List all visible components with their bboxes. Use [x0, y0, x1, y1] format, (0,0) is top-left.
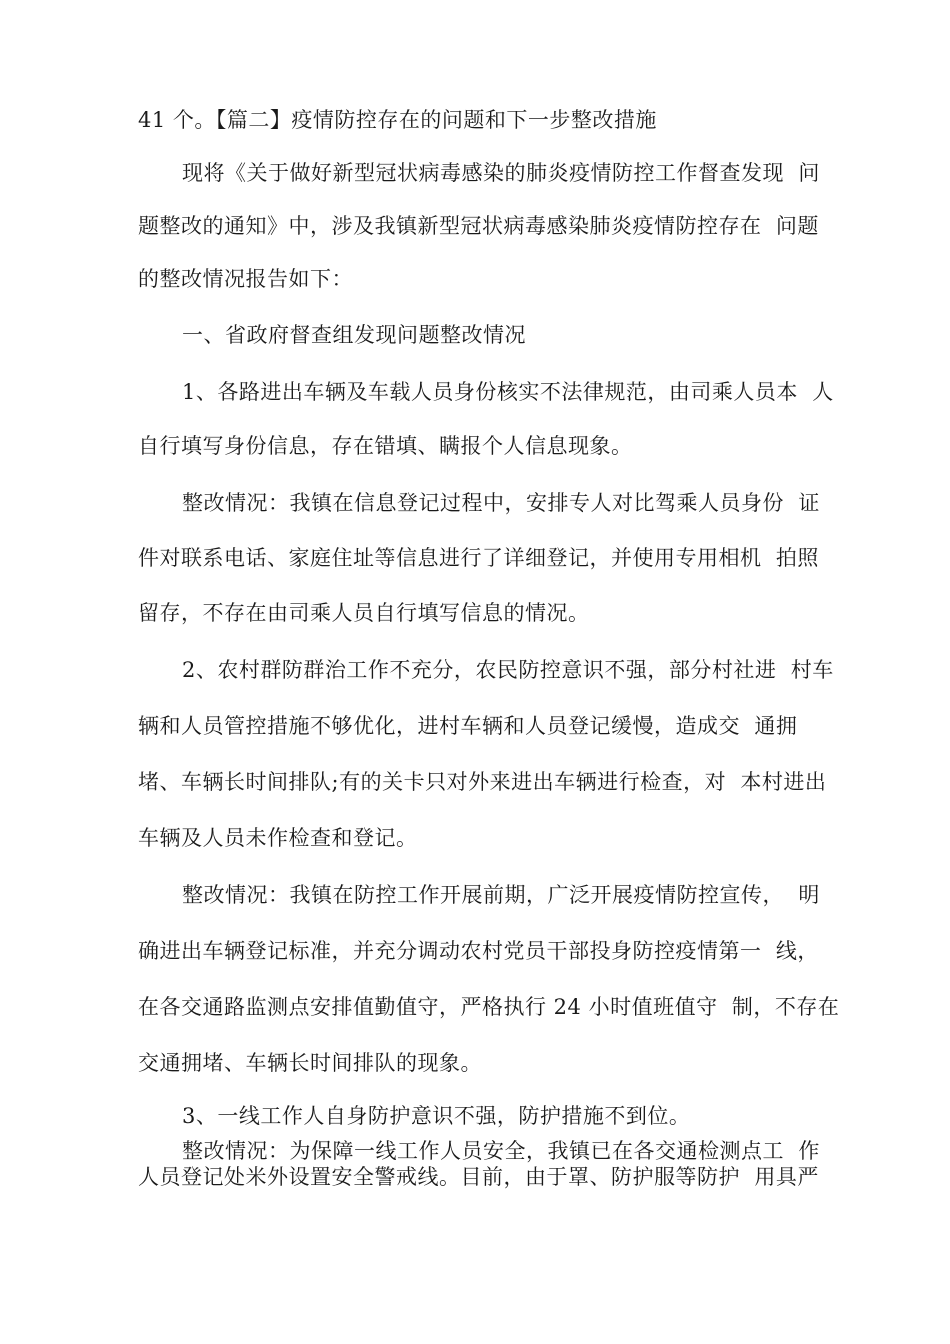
text-line: 3、一线工作人自身防护意识不强，防护措施不到位。	[182, 1104, 691, 1128]
text-line: 件对联系电话、家庭住址等信息进行了详细登记，并使用专用相机 拍照	[138, 546, 819, 570]
text-line: 题整改的通知》中，涉及我镇新型冠状病毒感染肺炎疫情防控存在 问题	[138, 214, 819, 238]
text-line: 整改情况：我镇在防控工作开展前期，广泛开展疫情防控宣传， 明	[182, 883, 820, 907]
text-line: 整改情况：为保障一线工作人员安全，我镇已在各交通检测点工 作	[182, 1139, 820, 1163]
text-line: 辆和人员管控措施不够优化，进村车辆和人员登记缓慢，造成交 通拥	[138, 714, 798, 738]
text-line: 堵、车辆长时间排队;有的关卡只对外来进出车辆进行检查，对 本村进出	[138, 770, 827, 794]
text-line: 整改情况：我镇在信息登记过程中，安排专人对比驾乘人员身份 证	[182, 491, 820, 515]
text-line: 的整改情况报告如下：	[138, 267, 353, 291]
text-line: 交通拥堵、车辆长时间排队的现象。	[138, 1051, 482, 1075]
text-line: 确进出车辆登记标准，并充分调动农村党员干部投身防控疫情第一 线，	[138, 939, 819, 963]
text-line: 留存，不存在由司乘人员自行填写信息的情况。	[138, 601, 590, 625]
section-heading: 一、省政府督查组发现问题整改情况	[182, 323, 526, 347]
text-line: 现将《关于做好新型冠状病毒感染的肺炎疫情防控工作督查发现 问	[182, 161, 820, 185]
text-line: 自行填写身份信息，存在错填、瞒报个人信息现象。	[138, 434, 633, 458]
text-line: 人员登记处米外设置安全警戒线。目前，由于罩、防护服等防护 用具严	[138, 1165, 819, 1189]
text-line: 车辆及人员未作检查和登记。	[138, 826, 418, 850]
text-line: 1、各路进出车辆及车载人员身份核实不法律规范，由司乘人员本 人	[182, 380, 834, 404]
text-line: 41 个。【篇二】疫情防控存在的问题和下一步整改措施	[138, 108, 657, 132]
text-line: 在各交通路监测点安排值勤值守，严格执行 24 小时值班值守 制，不存在	[138, 995, 840, 1019]
text-line: 2、农村群防群治工作不充分，农民防控意识不强，部分村社进 村车	[182, 658, 834, 682]
